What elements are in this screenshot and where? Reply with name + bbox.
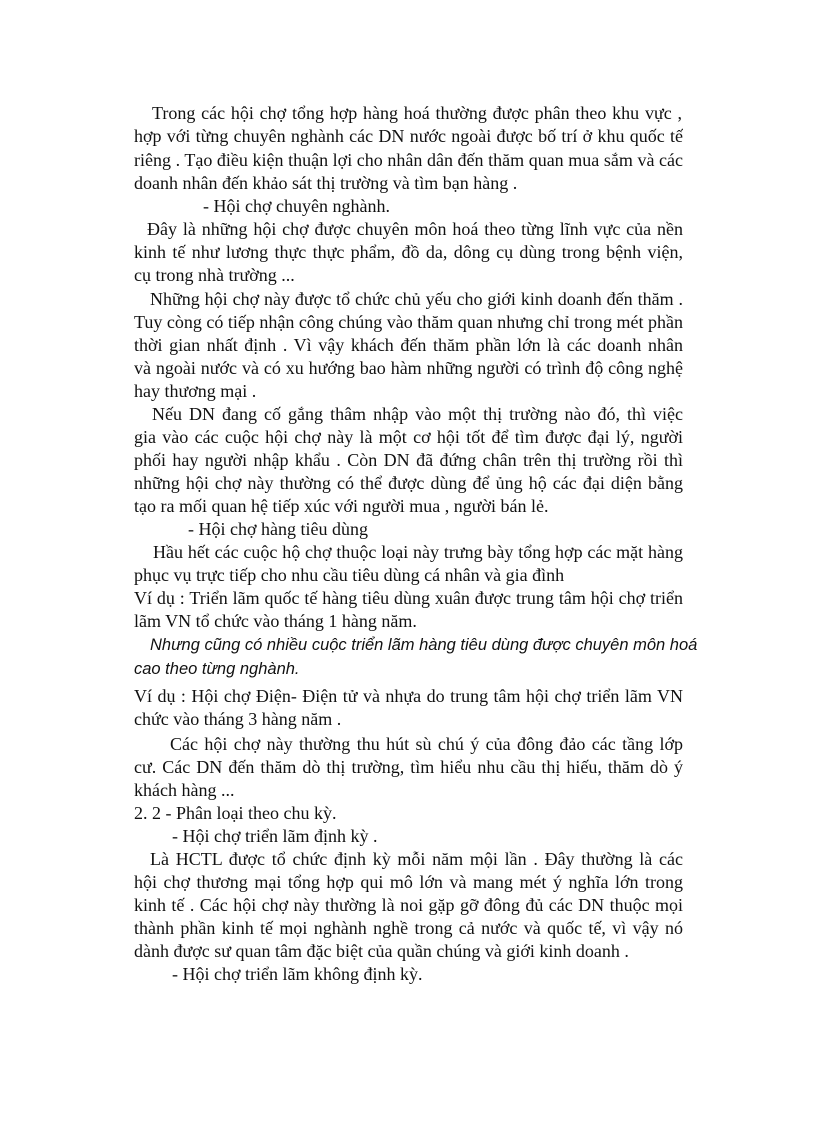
paragraph-line: tạo ra mối quan hệ tiếp xúc với người mua , người bán lẻ. (134, 496, 549, 516)
paragraph-line: Trong các hội chợ tổng hợp hàng hoá thường được phân theo khu vực , (152, 103, 682, 123)
paragraph-line: cư. Các DN đến thăm dò thị trường, tìm hiểu nhu cầu thị hiếu, thăm dò ý (134, 757, 683, 777)
bullet-heading-periodic: - Hội chợ triển lãm định kỳ . (172, 826, 378, 846)
paragraph-line: khách hàng ... (134, 780, 235, 800)
example-line: Ví dụ : Triển lãm quốc tế hàng tiêu dùng xuân được trung tâm hội chợ triển (134, 588, 683, 608)
paragraph-line: hợp với từng chuyên nghành các DN nước ngoài được bố trí ở khu quốc tế (134, 126, 683, 146)
paragraph-line: Là HCTL được tổ chức định kỳ mỗi năm mội lần . Đây thường là các (150, 849, 683, 869)
paragraph-line: doanh nhân đến khảo sát thị trường và tìm bạn hàng . (134, 173, 518, 193)
paragraph-line: dành được sư quan tâm đặc biệt của quần chúng và giới kinh doanh . (134, 941, 629, 961)
bullet-heading-specialized: - Hội chợ chuyên nghành. (203, 196, 390, 216)
paragraph-line: gia vào các cuộc hội chợ này là một cơ hội tốt để tìm được đại lý, người (134, 427, 683, 447)
italic-note-line: Nhưng cũng có nhiều cuộc triển lãm hàng tiêu dùng được chuyên môn hoá (150, 636, 698, 654)
paragraph-line: thành phần kinh tế mọi nghành nghề trong cả nước và quốc tế, vì vậy nó (134, 918, 683, 938)
paragraph-line: riêng . Tạo điều kiện thuận lợi cho nhân dân đến thăm quan mua sắm và các (134, 150, 683, 170)
paragraph-line: Những hội chợ này được tổ chức chủ yếu cho giới kinh doanh đến thăm . (150, 289, 683, 309)
example-line: Ví dụ : Hội chợ Điện- Điện tử và nhựa do trung tâm hội chợ triển lãm VN (134, 686, 683, 706)
paragraph-line: phục vụ trực tiếp cho nhu cầu tiêu dùng cá nhân và gia đình (134, 565, 565, 585)
paragraph-line: cụ trong nhà trường ... (134, 265, 295, 285)
paragraph-line: Nếu DN đang cố gắng thâm nhập vào một thị trường nào đó, thì việc (152, 404, 683, 424)
paragraph-line: hội chợ thương mại tổng hợp qui mô lớn và mang mét ý nghĩa lớn trong (134, 872, 683, 892)
paragraph-line: hay thương mại . (134, 381, 257, 401)
example-line: chức vào tháng 3 hàng năm . (134, 709, 342, 729)
example-line: lãm VN tổ chức vào tháng 1 hàng năm. (134, 611, 417, 631)
paragraph-line: và ngoài nước và có xu hướng bao hàm những người có trình độ công nghệ (134, 358, 683, 378)
paragraph-line: phối hay người nhập khẩu . Còn DN đã đứng chân trên thị trường rồi thì (134, 450, 683, 470)
paragraph-line: Đây là những hội chợ được chuyên môn hoá theo từng lĩnh vực của nền (147, 219, 683, 239)
paragraph-line: Hầu hết các cuộc hộ chợ thuộc loại này trưng bày tổng hợp các mặt hàng (153, 542, 683, 562)
bullet-heading-consumer: - Hội chợ hàng tiêu dùng (188, 519, 368, 539)
paragraph-line: Các hội chợ này thường thu hút sù chú ý của đông đảo các tầng lớp (170, 734, 683, 754)
paragraph-line: kinh tế . Các hội chợ này thường là noi gặp gỡ đông đủ các DN thuộc mọi (134, 895, 683, 915)
paragraph-line: thời gian nhất định . Vì vậy khách đến thăm phần lớn là các doanh nhân (134, 335, 683, 355)
bullet-heading-nonperiodic: - Hội chợ triển lãm không định kỳ. (172, 964, 423, 984)
italic-note-line: cao theo từng nghành. (134, 660, 300, 678)
paragraph-line: những hội chợ này thường có thể được dùng để ủng hộ các đại diện bằng (134, 473, 683, 493)
section-heading: 2. 2 - Phân loại theo chu kỳ. (134, 803, 337, 823)
paragraph-line: kinh tế như lương thực thực phẩm, đồ da, dông cụ dùng trong bệnh viện, (134, 242, 683, 262)
paragraph-line: Tuy còng có tiếp nhận công chúng vào thăm quan nhưng chỉ trong mét phần (134, 312, 683, 332)
